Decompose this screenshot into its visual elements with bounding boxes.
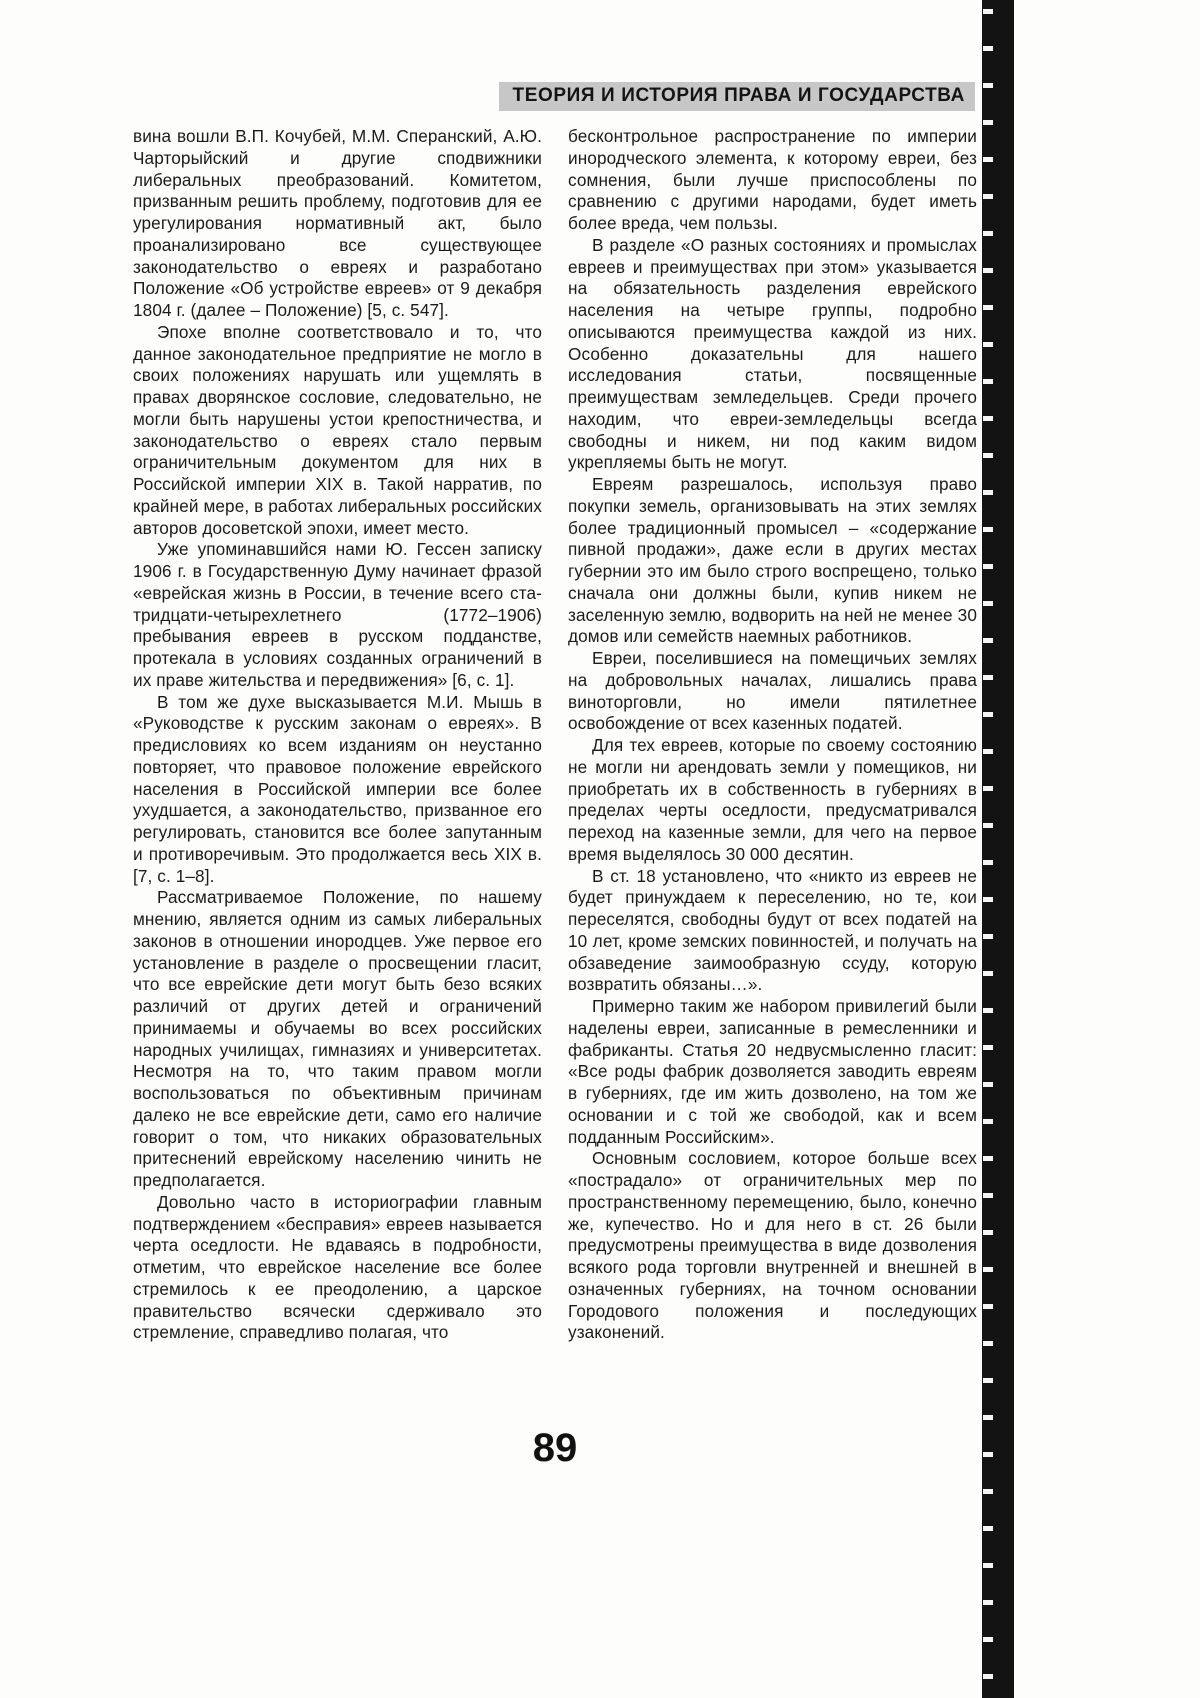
paragraph: В ст. 18 установлено, что «никто из евреев не будет принуждаем к переселению, но те, кои переселятся, свободны будут от всех податей на 10 лет, кроме земских повинностей, и получать на обзаведение заимообразную ссуду, которую возвратить обязаны…». — [568, 865, 977, 995]
paragraph: вина вошли В.П. Кочубей, М.М. Сперанский, А.Ю. Чарторыйский и другие сподвижники либеральных преобразований. Комитетом, призванным решить проблему, подготовив для ее урегулирования нормативный акт, было проанализировано все существующее законодательство о евреях и разработано Положение «Об устройстве евреев» от 9 декабря 1804 г. (далее – Положение) [5, с. 547]. — [133, 126, 542, 320]
running-head-title: ТЕОРИЯ И ИСТОРИЯ ПРАВА И ГОСУДАРСТВА — [499, 82, 975, 111]
paragraph: Для тех евреев, которые по своему состоянию не могли ни арендовать земли у помещиков, ни приобретать их в собственность в губерниях в пределах черты оседлости, предусматривался переход на казенные земли, для чего на первое время выделялось 30 000 десятин. — [568, 735, 977, 864]
paragraph: В том же духе высказывается М.И. Мышь в «Руководстве к русским законам о евреях». В предисловиях ко всем изданиям он неустанно повторяет, что правовое положение еврейского населения в Российской империи все более ухудшается, а законодательство, призванное его регулировать, становится все более запутанным и противоречивым. Это продолжается весь XIX в. [7, с. 1–8]. — [133, 691, 542, 886]
text-column-left — [133, 126, 542, 1344]
paragraph: Евреям разрешалось, используя право покупки земель, организовывать на этих землях более традиционный промысел – «содержание пивной продажи», даже если в других местах губернии это им было строго воспрещено, только сначала они должны были, купив никем не заселенную землю, водворить на ней не менее 30 домов или семейств наемных работников. — [568, 474, 977, 647]
paragraph: бесконтрольное распространение по империи инородческого элемента, к которому евреи, без сомнения, были лучше приспособлены по сравнению с другими народами, будет иметь более вреда, чем пользы. — [568, 126, 977, 233]
page-number: 89 — [532, 1426, 578, 1470]
paragraph: Рассматриваемое Положение, по нашему мнению, является одним из самых либеральных законов в отношении инородцев. Уже первое его установление в разделе о просвещении гласит, что все еврейские дети могут быть безо всяких различий от других детей и ограничений принимаемы и обучаемы во всех российских народных училищах, гимназиях и университетах. Несмотря на то, что таким правом могли воспользоваться по объективным причинам далеко не все еврейские дети, само его наличие говорит о том, что никаких образовательных притеснений еврейскому населению чинить не предполагается. — [133, 887, 542, 1190]
text-column-right — [568, 126, 977, 1344]
paragraph: Эпохе вполне соответствовало и то, что данное законодательное предприятие не могло в своих положениях нарушать или ущемлять в правах дворянское сословие, следовательно, не могли быть нарушены устои крепостничества, и законодательство о евреях стало первым ограничительным документом для них в Российской империи XIX в. Такой нарратив, по крайней мере, в работах либеральных российских авторов досоветской эпохи, имеет место. — [133, 321, 542, 538]
paragraph: Уже упоминавшийся нами Ю. Гессен записку 1906 г. в Государственную Думу начинает фразой «еврейская жизнь в России, в течение всего ста-тридцати-четырехлетнего (1772–1906) пребывания евреев в русском подданстве, протекала в условиях созданных ограничений в их праве жительства и передвижения» [6, с. 1]. — [133, 539, 542, 690]
paragraph: Евреи, поселившиеся на помещичьих землях на добровольных началах, лишались права виноторговли, но имели пятилетнее освобождение от всех казенных податей. — [568, 648, 977, 734]
paragraph: Основным сословием, которое больше всех «пострадало» от ограничительных мер по пространственному перемещению, было, конечно же, купечество. Но и для него в ст. 26 были предусмотрены преимущества в виде дозволения всякого рода торговли внутренней и внешней в означенных губерниях, на точном основании Городового положения и последующих узаконений. — [568, 1148, 977, 1343]
paragraph: Примерно таким же набором привилегий были наделены евреи, записанные в ремесленники и фабриканты. Статья 20 недвусмысленно гласит: «Все роды фабрик дозволяется заводить евреям в губерниях, где им жить дозволено, на том же основании и с той же свободой, как и всем подданным Российским». — [568, 996, 977, 1147]
paragraph: Довольно часто в историографии главным подтверждением «бесправия» евреев называется черта оседлости. Не вдаваясь в подробности, отметим, что еврейское население все более стремилось к ее преодолению, а царское правительство всячески сдерживало это стремление, справедливо полагая, что — [133, 1191, 542, 1343]
paragraph: В разделе «О разных состояниях и промыслах евреев и преимуществах при этом» указывается на обязательность разделения еврейского населения на четыре группы, подробно описываются преимущества каждой из них. Особенно доказательны для нашего исследования статьи, посвященные преимуществам земледельцев. Среди прочего находим, что евреи-земледельцы всегда свободны и никем, ни под каким видом укрепляемы быть не могут. — [568, 234, 977, 473]
scan-binding-strip — [982, 0, 1014, 1698]
